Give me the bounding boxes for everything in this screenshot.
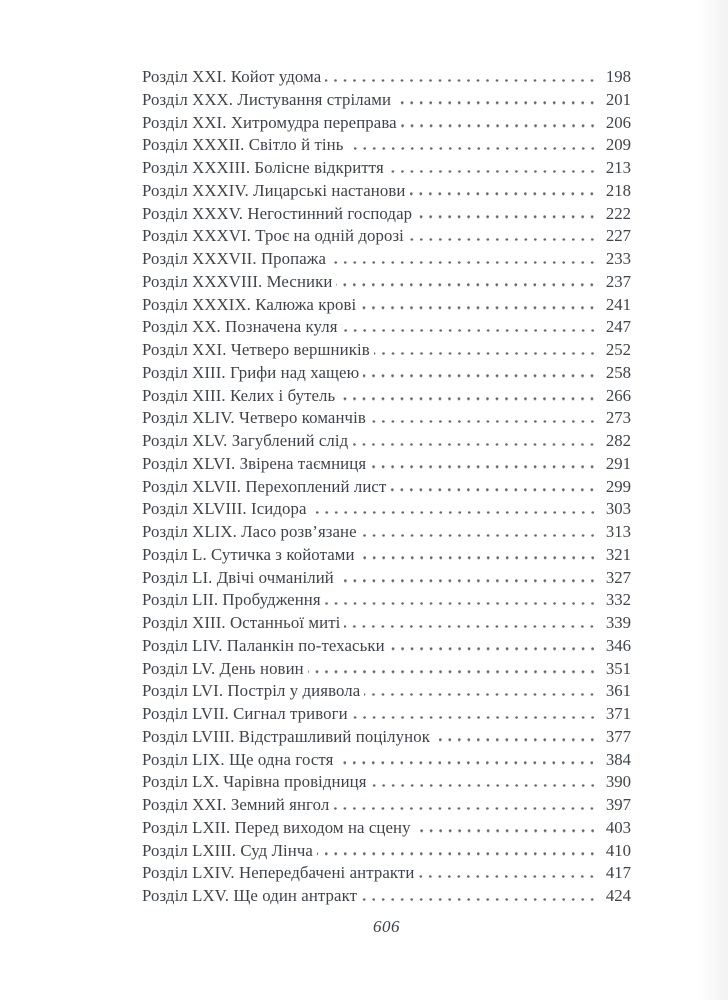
toc-entry-label: Розділ XLIX. Ласо розв’язане	[142, 522, 357, 541]
dot-leader	[374, 352, 597, 355]
toc-entry-page: 390	[605, 772, 631, 792]
dot-leader	[395, 101, 597, 104]
toc-entry-page: 222	[605, 203, 631, 223]
toc-entry	[142, 885, 631, 908]
toc-entry	[142, 771, 631, 794]
dot-leader	[348, 147, 598, 150]
toc-entry	[142, 294, 631, 317]
toc-entry	[142, 225, 631, 248]
toc-entry	[142, 567, 631, 590]
toc-entry-label: Розділ LII. Пробудження	[142, 590, 321, 610]
toc-entry	[142, 840, 631, 863]
page-content	[142, 0, 631, 937]
dot-leader	[337, 761, 597, 764]
dot-leader	[415, 829, 597, 832]
toc-entry	[142, 476, 631, 499]
toc-entry-page: 299	[605, 476, 631, 496]
dot-leader	[401, 124, 597, 127]
toc-entry-page: 313	[605, 522, 631, 541]
toc-entry-label: Розділ XIII. Грифи над хащею	[142, 362, 360, 382]
toc-entry-label: Розділ LVIII. Відстрашливий поцілунок	[142, 726, 430, 746]
dot-leader	[388, 170, 597, 173]
dot-leader	[408, 238, 597, 241]
toc-entry-label: Розділ XXX. Листування стрілами	[142, 89, 392, 109]
toc-entry-label: Розділ XXXVIII. Месники	[142, 271, 333, 291]
toc-entry-label: Розділ LXV. Ще один антракт	[142, 886, 358, 905]
toc-entry-label: Розділ XLVI. Звірена таємниця	[142, 453, 367, 473]
toc-entry-page: 247	[605, 317, 631, 337]
toc-entry-page: 227	[605, 226, 631, 246]
toc-entry	[142, 612, 631, 635]
toc-entry	[142, 180, 631, 203]
toc-entry	[142, 316, 631, 339]
toc-entry-label: Розділ XXI. Земний янгол	[142, 795, 330, 814]
toc-entry-page: 218	[605, 180, 631, 200]
toc-entry	[142, 817, 631, 840]
dot-leader	[370, 420, 597, 423]
toc-entry-page: 198	[605, 67, 631, 86]
dot-leader	[371, 784, 597, 787]
dot-leader	[361, 534, 597, 537]
toc-entry-page: 282	[605, 431, 631, 450]
toc-entry-page: 384	[605, 749, 631, 769]
toc-entry	[142, 498, 631, 521]
toc-entry	[142, 430, 631, 453]
toc-entry-page: 273	[605, 408, 631, 428]
toc-entry	[142, 362, 631, 385]
toc-entry	[142, 339, 631, 362]
toc-entry	[142, 385, 631, 408]
toc-entry	[142, 703, 631, 726]
toc-entry-page: 327	[605, 567, 631, 587]
toc-entry-label: Розділ LI. Двічі очманілий	[142, 567, 334, 587]
toc-entry-page: 361	[605, 681, 631, 701]
dot-leader	[390, 488, 597, 491]
dot-leader	[325, 602, 597, 605]
toc-entry	[142, 749, 631, 772]
toc-entry	[142, 112, 631, 135]
toc-entry-page: 213	[605, 158, 631, 177]
dot-leader	[418, 875, 597, 878]
toc-entry-page: 346	[605, 635, 631, 655]
toc-entry-label: Розділ LVII. Сигнал тривоги	[142, 704, 348, 723]
toc-entry-label: Розділ LV. День новин	[142, 658, 304, 678]
toc-entry-label: Розділ XIII. Келих і бутель	[142, 385, 336, 405]
toc-entry	[142, 157, 631, 180]
toc-entry-label: Розділ XXXV. Негостинний господар	[142, 203, 413, 223]
toc-entry-page: 206	[605, 112, 631, 132]
dot-leader	[339, 397, 597, 400]
toc-entry-page: 233	[605, 249, 631, 268]
toc-entry-label: Розділ LIV. Паланкін по-техаськи	[142, 635, 385, 655]
toc-entry-label: Розділ XLIV. Четверо команчів	[142, 408, 366, 428]
toc-entry	[142, 271, 631, 294]
toc-entry-label: Розділ XXXVII. Пропажа	[142, 249, 327, 268]
toc-entry	[142, 407, 631, 430]
toc-entry-label: Розділ LXII. Перед виходом на сцену	[142, 817, 411, 837]
toc-entry-label: Розділ XXI. Четверо вершників	[142, 340, 370, 359]
dot-leader	[333, 807, 597, 810]
toc-entry-label: Розділ XX. Позначена куля	[142, 317, 338, 337]
toc-entry	[142, 248, 631, 271]
toc-entry-page: 371	[605, 704, 631, 723]
toc-entry-page: 397	[605, 795, 631, 814]
toc-entry-label: Розділ LXIII. Суд Лінча	[142, 840, 313, 860]
toc-entry	[142, 89, 631, 112]
dot-leader	[389, 647, 597, 650]
toc-entry	[142, 521, 631, 544]
toc-entry-label: Розділ LIX. Ще одна гостя	[142, 749, 334, 769]
toc-entry-label: Розділ XXXVI. Троє на одній дорозі	[142, 226, 404, 246]
toc-entry-label: Розділ LXIV. Непередбачені антракти	[142, 863, 415, 883]
dot-leader	[360, 306, 597, 309]
toc-entry-page: 424	[605, 886, 631, 905]
dot-leader	[338, 579, 597, 582]
dot-leader	[317, 852, 597, 855]
toc-entry-page: 266	[605, 385, 631, 405]
toc-entry-page: 258	[605, 362, 631, 382]
dot-leader	[416, 215, 597, 218]
dot-leader	[370, 465, 597, 468]
toc-entry	[142, 658, 631, 681]
toc-entry-label: Розділ XXI. Хитромудра переправа	[142, 112, 397, 132]
dot-leader	[344, 625, 597, 628]
toc-entry-page: 201	[605, 89, 631, 109]
toc-entry-page: 209	[605, 135, 631, 155]
toc-entry	[142, 589, 631, 612]
toc-entry-label: Розділ XXXIX. Калюжа крові	[142, 294, 357, 314]
toc-entry-page: 237	[605, 271, 631, 291]
dot-leader	[311, 511, 598, 514]
toc-entry	[142, 134, 631, 157]
dot-leader	[308, 670, 597, 673]
toc-entry-label: Розділ LX. Чарівна провідниця	[142, 772, 367, 792]
toc-entry	[142, 453, 631, 476]
toc-entry-label: Розділ XLVIII. Ісидора	[142, 499, 307, 519]
toc-entry	[142, 635, 631, 658]
toc-entry	[142, 544, 631, 567]
page-folio-number: 606	[373, 916, 400, 936]
toc-entry	[142, 726, 631, 749]
toc-entry-page: 417	[605, 863, 631, 883]
toc-entry-page: 241	[605, 294, 631, 314]
toc-entry-page: 377	[605, 726, 631, 746]
toc-entry-page: 252	[605, 340, 631, 359]
dot-leader	[330, 261, 597, 264]
dot-leader	[363, 374, 597, 377]
toc-entry-page: 339	[605, 613, 631, 632]
dot-leader	[434, 738, 597, 741]
toc-entry-label: Розділ XIII. Останньої миті	[142, 613, 341, 632]
page-edge-shadow	[698, 0, 728, 1000]
dot-leader	[352, 716, 597, 719]
toc-entry-label: Розділ L. Сутичка з койотами	[142, 544, 355, 564]
toc-entry-page: 321	[605, 544, 631, 564]
toc-entry-page: 351	[605, 658, 631, 678]
toc-entry-page: 410	[605, 840, 631, 860]
toc-entry	[142, 203, 631, 226]
toc-entry	[142, 680, 631, 703]
toc-entry	[142, 794, 631, 817]
toc-entry	[142, 66, 631, 89]
dot-leader	[352, 443, 597, 446]
dot-leader	[361, 898, 597, 901]
toc-entry-page: 291	[605, 453, 631, 473]
toc-entry-label: Розділ XXXII. Світло й тінь	[142, 135, 344, 155]
toc-entry-label: Розділ XXI. Койот удома	[142, 67, 322, 86]
toc-entry-page: 303	[605, 499, 631, 519]
toc-entry-page: 332	[605, 590, 631, 610]
dot-leader	[325, 79, 597, 82]
dot-leader	[359, 556, 597, 559]
dot-leader	[336, 283, 597, 286]
toc-entry-label: Розділ LVI. Постріл у диявола	[142, 681, 361, 701]
toc-entry	[142, 862, 631, 885]
toc-entry-page: 403	[605, 817, 631, 837]
dot-leader	[342, 329, 597, 332]
toc-entry-label: Розділ XXXIII. Болісне відкриття	[142, 158, 384, 177]
dot-leader	[364, 693, 597, 696]
toc-entry-label: Розділ XLVII. Перехоплений лист	[142, 476, 387, 496]
toc-list	[142, 66, 631, 908]
dot-leader	[409, 192, 597, 195]
toc-entry-label: Розділ XXXIV. Лицарські настанови	[142, 180, 406, 200]
toc-entry-label: Розділ XLV. Загублений слід	[142, 431, 349, 450]
